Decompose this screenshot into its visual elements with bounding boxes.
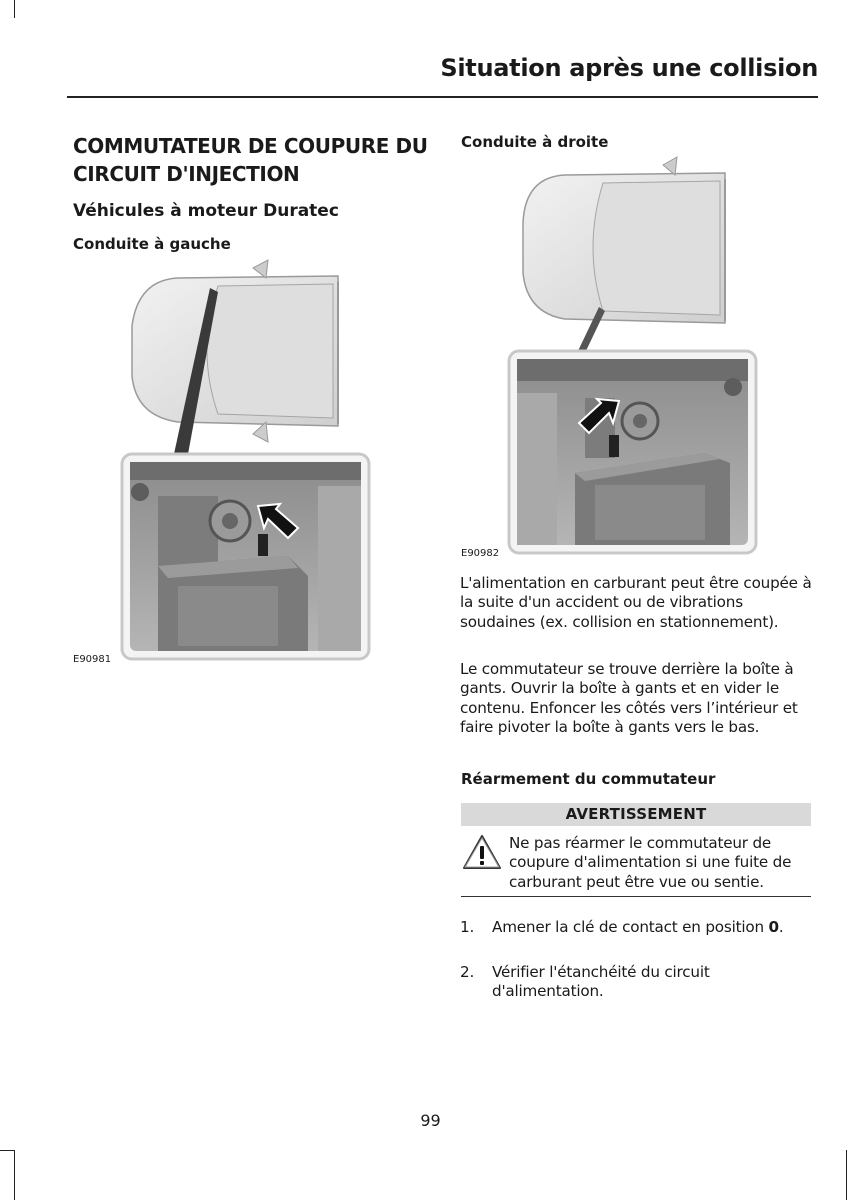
rhd-switch-location-figure	[505, 153, 760, 555]
warning-title: AVERTISSEMENT	[461, 803, 811, 826]
step-2-number: 2.	[460, 963, 475, 981]
crop-mark-top-left	[14, 0, 15, 18]
step-1-number: 1.	[460, 918, 475, 936]
crop-mark-bottom-left-v	[14, 1150, 15, 1200]
step-1-suffix: .	[778, 918, 784, 936]
page-number: 99	[420, 1111, 441, 1130]
engine-subheading: Véhicules à moteur Duratec	[73, 201, 339, 221]
rhd-figure-code: E90982	[461, 548, 500, 559]
paragraph-switch-location: Le commutateur se trouve derrière la boîte à gants. Ouvrir la boîte à gants et en vider le contenu. Enfoncer les côtés vers l’intérieur et faire pivoter la boîte à gants vers le bas.	[460, 660, 798, 737]
rhd-label: Conduite à droite	[461, 133, 609, 151]
page-header-title: Situation après une collision	[440, 54, 818, 82]
header-rule	[67, 96, 818, 98]
crop-mark-bottom-left-h	[0, 1150, 14, 1151]
reset-heading: Réarmement du commutateur	[461, 770, 716, 788]
paragraph-fuel-cutoff: L'alimentation en carburant peut être coupée à la suite d'un accident ou de vibrations soudaines (ex. collision en stationnement).	[460, 574, 812, 631]
lhd-switch-location-figure	[118, 256, 373, 661]
warning-rule	[461, 896, 811, 897]
step-1-text	[492, 918, 812, 937]
warning-text: Ne pas réarmer le commutateur de coupure d'alimentation si une fuite de carburant peut être vue ou sentie.	[509, 834, 792, 891]
lhd-label: Conduite à gauche	[73, 235, 231, 253]
crop-mark-bottom-right-v	[846, 1150, 847, 1200]
step-2-text: Vérifier l'étanchéité du circuit d'alimentation.	[492, 963, 710, 1001]
lhd-figure-code: E90981	[73, 654, 112, 665]
section-heading: COMMUTATEUR DE COUPURE DU CIRCUIT D'INJECTION	[73, 134, 428, 186]
warning-triangle-icon	[461, 833, 503, 877]
step-1-position: 0	[768, 918, 779, 936]
step-1-text-main: Amener la clé de contact en position	[492, 918, 764, 936]
